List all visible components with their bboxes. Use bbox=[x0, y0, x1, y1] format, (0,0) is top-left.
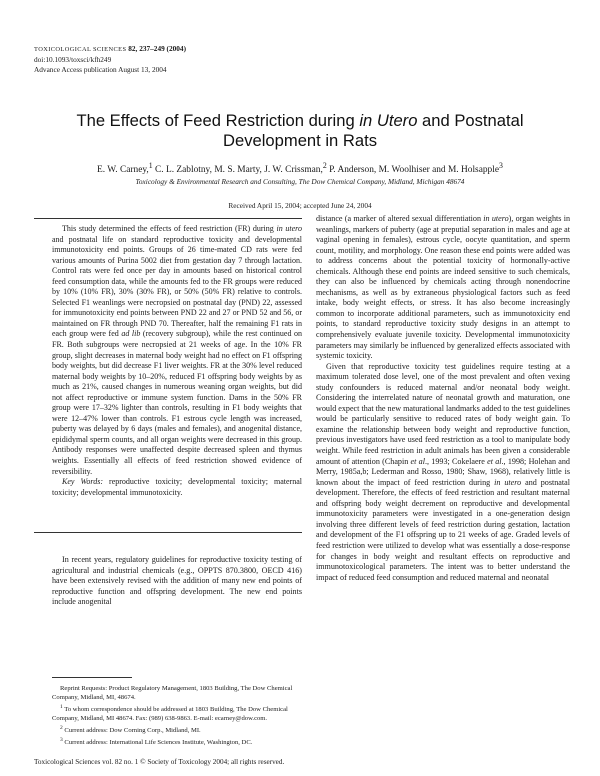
footnote-3 bbox=[52, 736, 302, 748]
right-paragraph-2 bbox=[316, 362, 570, 583]
abstract-s1: This study determined the effects of feed restriction (FR) during bbox=[62, 224, 277, 233]
right-column bbox=[316, 214, 570, 583]
author-1-sup: 1 bbox=[148, 161, 153, 170]
rc-p1a: distance (a marker of altered sexual differentiation bbox=[316, 214, 484, 223]
rc-p2-in-utero: in utero bbox=[494, 477, 522, 487]
page-footer: Toxicological Sciences vol. 82 no. 1 © Society of Toxicology 2004; all rights reserved. bbox=[34, 758, 285, 766]
intro-left-column bbox=[52, 555, 302, 608]
keywords-list: reproductive toxicity; developmental toxicity; maternal toxicity; developmental immunotoxicity. bbox=[52, 477, 302, 497]
rc-p2c: ., 1998; Holehan and Merry, 1985a,b; Lederman and Rosso, 1980; Shaw, 1968), relatively little is known about the impact of feed restriction during bbox=[316, 456, 570, 487]
footnote-3-sup: 3 bbox=[60, 736, 63, 743]
rc-p1-in-utero: in utero bbox=[483, 214, 509, 223]
journal-citation bbox=[34, 44, 186, 55]
affiliation: Toxicology & Environmental Research and Consulting, The Dow Chemical Company, Midland, Michigan 48674 bbox=[135, 177, 465, 186]
author-2-sup: 2 bbox=[322, 161, 327, 170]
journal-header bbox=[34, 44, 186, 75]
footnote-1 bbox=[52, 703, 302, 724]
doi: doi:10.1093/toxsci/kfh249 bbox=[34, 55, 112, 64]
rc-p2b: ., 1993; Cokelaere bbox=[424, 456, 488, 466]
footnote-2-text: Current address: Dow Corning Corp., Midland, MI. bbox=[64, 727, 201, 734]
footnote-1-sup: 1 bbox=[60, 703, 63, 710]
keywords bbox=[52, 477, 302, 498]
title-line2: Development in Rats bbox=[222, 131, 378, 150]
footnote-2-sup: 2 bbox=[60, 724, 63, 731]
author-list bbox=[0, 161, 600, 175]
author-1: E. W. Carney, bbox=[97, 165, 149, 176]
journal-name: TOXICOLOGICAL SCIENCES bbox=[34, 46, 127, 53]
advance-access: Advance Access publication August 13, 2004 bbox=[34, 65, 167, 74]
title-part2: and Postnatal bbox=[417, 111, 524, 130]
keywords-label: Key Words: bbox=[62, 477, 103, 487]
footnotes bbox=[52, 685, 302, 748]
author-3-sup: 3 bbox=[499, 161, 503, 170]
footnote-rule bbox=[52, 677, 132, 678]
abstract-in-utero: in utero bbox=[276, 224, 302, 233]
author-3: P. Anderson, M. Woolhiser and M. Holsapple bbox=[326, 165, 500, 176]
abstract-ad-lib: ad lib bbox=[121, 329, 141, 339]
rc-p2a: Given that reproductive toxicity test guidelines require testing at a maximum tolerated dose level, one of the most prevalent and often vexing study confounders is reduced maternal and/or neonatal body weight. Considering the interrelated nature of neonatal growth and maturation, one would expect that the new maturational landmarks added to the test guidelines would be particularly sensitive to reduced rates of body weight gain. To examine the relationship between body weight and reproductive function, previous investigators have used feed restriction as a tool to manipulate body weight. While feed restriction in adult animals has been given a considerable amount of attention (Chapin bbox=[316, 361, 570, 466]
rc-p2-etal2: et al bbox=[487, 456, 502, 466]
rc-p2d: and postnatal development. Therefore, the effects of feed restriction and resultant maternal and offspring body weight decrement on reproductive and developmental immunotoxicity parameters were investigated in a one-generation design involving three different levels of feed restriction during gestation, lactation and development of the F1 offspring up to 21 weeks of age. Graded levels of feed restriction were utilized to develop what was essentially a dose-response for changes in body weight and resultant effects on reproductive and immunotoxicological parameters. The intent was to better understand the impact of reduced feed consumption and reduced maternal and neonatal bbox=[316, 477, 570, 582]
title-part1: The Effects of Feed Restriction during bbox=[76, 111, 360, 130]
abstract-top-rule bbox=[34, 218, 302, 219]
article-title bbox=[0, 111, 600, 151]
abstract bbox=[52, 224, 302, 498]
author-2: C. L. Zablotny, M. S. Marty, J. W. Crissman, bbox=[152, 165, 323, 176]
received-dates: Received April 15, 2004; accepted June 24, 2004 bbox=[228, 201, 372, 210]
abstract-s3: (recovery subgroup), while the rest continued on FR. Both subgroups were necropsied at 21 weeks of age. In the 10% FR group, slight decreases in maternal body weight had no effect on F1 offspring body weights, but did decrease F1 liver weights. FR at the 30% level reduced maternal body weights by 10–20%, reduced F1 offspring body weights by as much as 21%, caused changes in numerous weaning organ weights, but did not affect reproductive or immune system function. Dams in the 50% FR group were 17–32% lighter than controls, resulting in F1 body weights that were 12–47% lower than controls. F1 estrous cycle length was increased, puberty was delayed by 6 days (males and females), and anogenital distance, epididymal sperm counts, and all organ weights were decreased in this group. Antibody responses were unaffected despite decreased spleen and thymus weights. Essentially all effects of feed restriction showed evidence of reversibility. bbox=[52, 329, 303, 476]
intro-paragraph: In recent years, regulatory guidelines for reproductive toxicity testing of agricultural and industrial chemicals (e.g., OPPTS 870.3800, OECD 416) have been extensively revised with the addition of many new end points of reproductive function and offspring development. The new end points include anogenital bbox=[52, 555, 302, 607]
abstract-bottom-rule bbox=[34, 532, 302, 533]
abstract-text bbox=[52, 224, 302, 477]
footnote-2 bbox=[52, 724, 302, 736]
title-in-utero: in Utero bbox=[359, 111, 418, 130]
abstract-s2: and postnatal life on standard reproductive toxicity and developmental immunotoxicity end points. Groups of 26 time-mated CD rats were fed various amounts of Purina 5002 diet from gestation day 7 through lactation. Control rats were fed once per day in amounts based on historical control feed consumption data, while the amounts fed to the FR groups were reduced by 10% (10% FR), 30% (30% FR), or 50% (50% FR) relative to controls. Selected F1 weanlings were necropsied on postnatal day (PND) 22, assessed for immunotoxicity end points between PND 22 and 27 or PND 52 and 56, or maintained on FR through PND 70. Thereafter, half the remaining F1 rats in each group were fed bbox=[52, 234, 302, 339]
footnote-3-text: Current address: International Life Sciences Institute, Washington, DC. bbox=[64, 739, 253, 747]
right-paragraph-1 bbox=[316, 214, 570, 362]
rc-p2-etal1: et al bbox=[410, 456, 425, 466]
footnote-reprint: Reprint Requests: Product Regulatory Management, 1803 Building, The Dow Chemical Company, Midland, MI, 48674. bbox=[52, 685, 293, 701]
rc-p1b: ), organ weights in weanlings, markers of puberty (age at preputial separation in males and age at vaginal opening in females), estrous cycle, oocyte quantitation, and sperm count, motility, and morphology. One reason these end points were added was to address concerns about the potential toxicity of hormonally-active chemicals. Although these end points are indeed sensitive to such chemicals, they can also be influenced by chemicals acting through nonendocrine mechanisms, as well as by extraneous physiological factors such as feed intake, body weight effects, or stress. It has also become increasingly common to incorporate additional parameters, such as immunotoxicity end points, to standard reproductive toxicity study designs in an attempt to comprehensively evaluate juvenile toxicity. Developmental immunotoxicity parameters may similarly be influenced by generalized effects associated with systemic toxicity. bbox=[316, 214, 570, 361]
journal-volume: 82, 237–249 (2004) bbox=[128, 44, 187, 53]
footnote-1-text: To whom correspondence should be addressed at 1803 Building, The Dow Chemical Company, Midland, MI 48674. Fax: (989) 638-9863. E-mail: ecarney@dow.com. bbox=[52, 706, 288, 722]
